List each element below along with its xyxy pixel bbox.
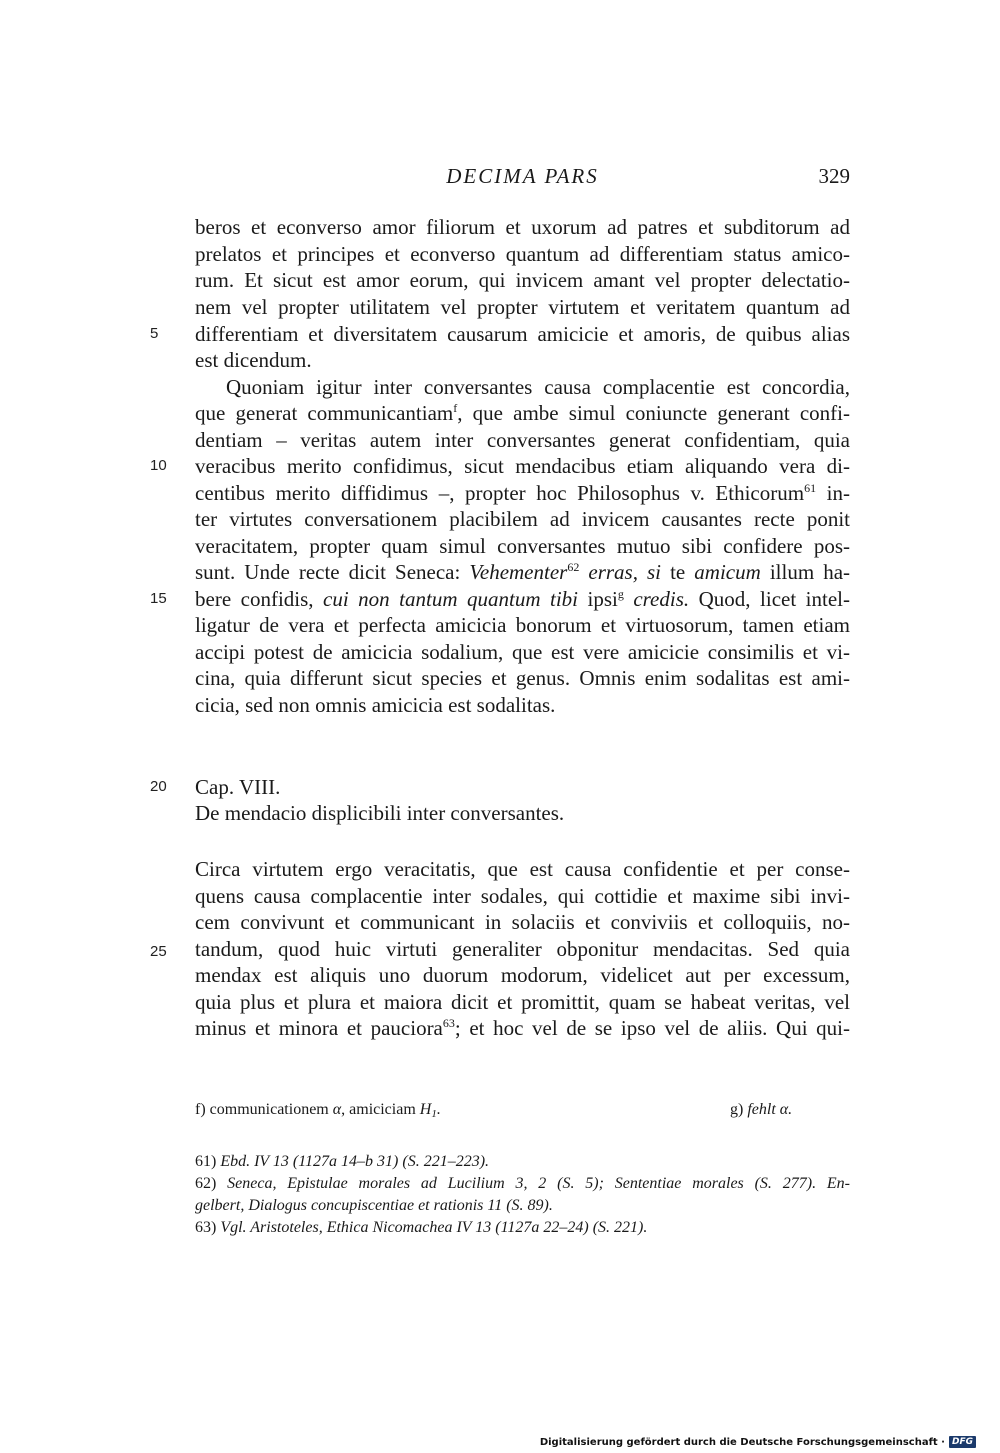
footnote-63: 63) Vgl. Aristoteles, Ethica Nicomachea IV 13 (1127a 22–24) (S. 221).: [195, 1219, 648, 1236]
text-line: est dicendum.: [195, 348, 312, 372]
line-number: 20: [150, 778, 167, 795]
footnote-62: 62) Seneca, Epistulae morales ad Lucilium 3, 2 (S. 5); Sententiae morales (S. 277). En-: [195, 1175, 851, 1192]
credit-text: Digitalisierung gefördert durch die Deutsche Forschungsgemeinschaft ·: [539, 1436, 945, 1448]
text-line: Quoniam igitur inter conversantes causa complacentie est concordia,: [226, 375, 850, 399]
line-number: 10: [150, 457, 167, 474]
text-line: minus et minora et pauciora$^{63}$; et hoc vel de se ipso vel de aliis. Qui qui-: [195, 1016, 850, 1040]
text-line: quia plus et plura et maiora dicit et promittit, quam se habeat veritas, vel: [195, 990, 850, 1014]
text-line: centibus merito diffidimus –, propter hoc Philosophus v. Ethicorum$^{61}$ in-: [195, 481, 850, 505]
text-line: veracitatem, propter quam simul conversantes mutuo sibi confidere pos-: [195, 534, 850, 558]
text-line: cicia, sed non omnis amicicia est sodalitas.: [195, 693, 556, 717]
text-line: mendax est aliquis uno duorum modorum, videlicet aut per excessum,: [195, 963, 850, 987]
text-line: rum. Et sicut est amor eorum, qui invicem amant vel propter delectatio-: [195, 268, 850, 292]
page-number: 329: [818, 164, 850, 188]
text-line: prelatos et principes et econverso quantum ad differentiam status amico-: [195, 242, 850, 266]
apparatus-note-g: g) fehlt α.: [730, 1101, 793, 1118]
chapter-number: Cap. VIII.: [195, 775, 281, 799]
text-line: Circa virtutem ergo veracitatis, que est causa confidentie et per conse-: [195, 857, 850, 881]
footnote-ref: 61: [804, 481, 817, 495]
text-line: tandum, quod huic virtuti generaliter obponitur mendacitas. Sed quia: [195, 937, 850, 961]
text-line: cem convivunt et communicant in solaciis et conviviis et colloquiis, no-: [195, 910, 850, 934]
apparatus-ref: g: [617, 587, 624, 601]
line-number: 15: [150, 590, 167, 607]
text-line: sunt. Unde recte dicit Seneca: Vehementer$^{62}$ erras, si te amicum illum ha-: [195, 560, 851, 584]
apparatus-ref: f: [453, 401, 458, 415]
text-line: nem vel propter utilitatem vel propter virtutem et veritatem quantum ad: [195, 295, 850, 319]
line-number: 5: [150, 325, 159, 342]
text-line: differentiam et diversitatem causarum amicicie et amoris, de quibus alias: [195, 322, 850, 346]
footnote-ref: 62: [567, 560, 580, 574]
apparatus-note-f: f) communicationem α, amiciciam $H_1$.: [195, 1101, 441, 1120]
page-header: [195, 164, 850, 194]
dfg-logo: DFG: [949, 1436, 976, 1448]
footnote-62-cont: gelbert, Dialogus concupiscentiae et rationis 11 (S. 89).: [195, 1197, 553, 1214]
line-number: 25: [150, 943, 167, 960]
text-line: bere confidis, cui non tantum quantum tibi ipsi$^g$ credis. Quod, licet intel-: [195, 587, 850, 611]
apparatus-line: [195, 1099, 850, 1120]
text-line: veracibus merito confidimus, sicut mendacibus etiam aliquando vera di-: [195, 454, 850, 478]
text-line: beros et econverso amor filiorum et uxorum ad patres et subditorum ad: [195, 215, 850, 239]
funding-credit: [540, 1436, 976, 1448]
text-line: quens causa complacentie inter sodales, qui cottidie et maxime sibi invi-: [195, 884, 850, 908]
chapter-title: De mendacio displicibili inter conversantes.: [195, 801, 565, 825]
text-line: ter virtutes conversationem placibilem ad invicem causantes recte ponit: [195, 507, 850, 531]
text-line: ligatur de vera et perfecta amicicia bonorum et virtuosorum, tamen etiam: [195, 613, 850, 637]
text-line: accipi potest de amicicia sodalium, que est vere amicicie consimilis et vi-: [195, 640, 850, 664]
running-title: DECIMA PARS: [446, 164, 599, 188]
text-line: dentiam – veritas autem inter conversantes generat confidentiam, quia: [195, 428, 850, 452]
text-line: que generat communicantiam$^f$, que ambe simul coniuncte generant confi-: [195, 401, 850, 425]
footnote-61: 61) Ebd. IV 13 (1127a 14–b 31) (S. 221–223).: [195, 1153, 490, 1170]
footnote-ref: 63: [442, 1016, 455, 1030]
text-line: cina, quia differunt sicut species et genus. Omnis enim sodalitas est ami-: [195, 666, 850, 690]
